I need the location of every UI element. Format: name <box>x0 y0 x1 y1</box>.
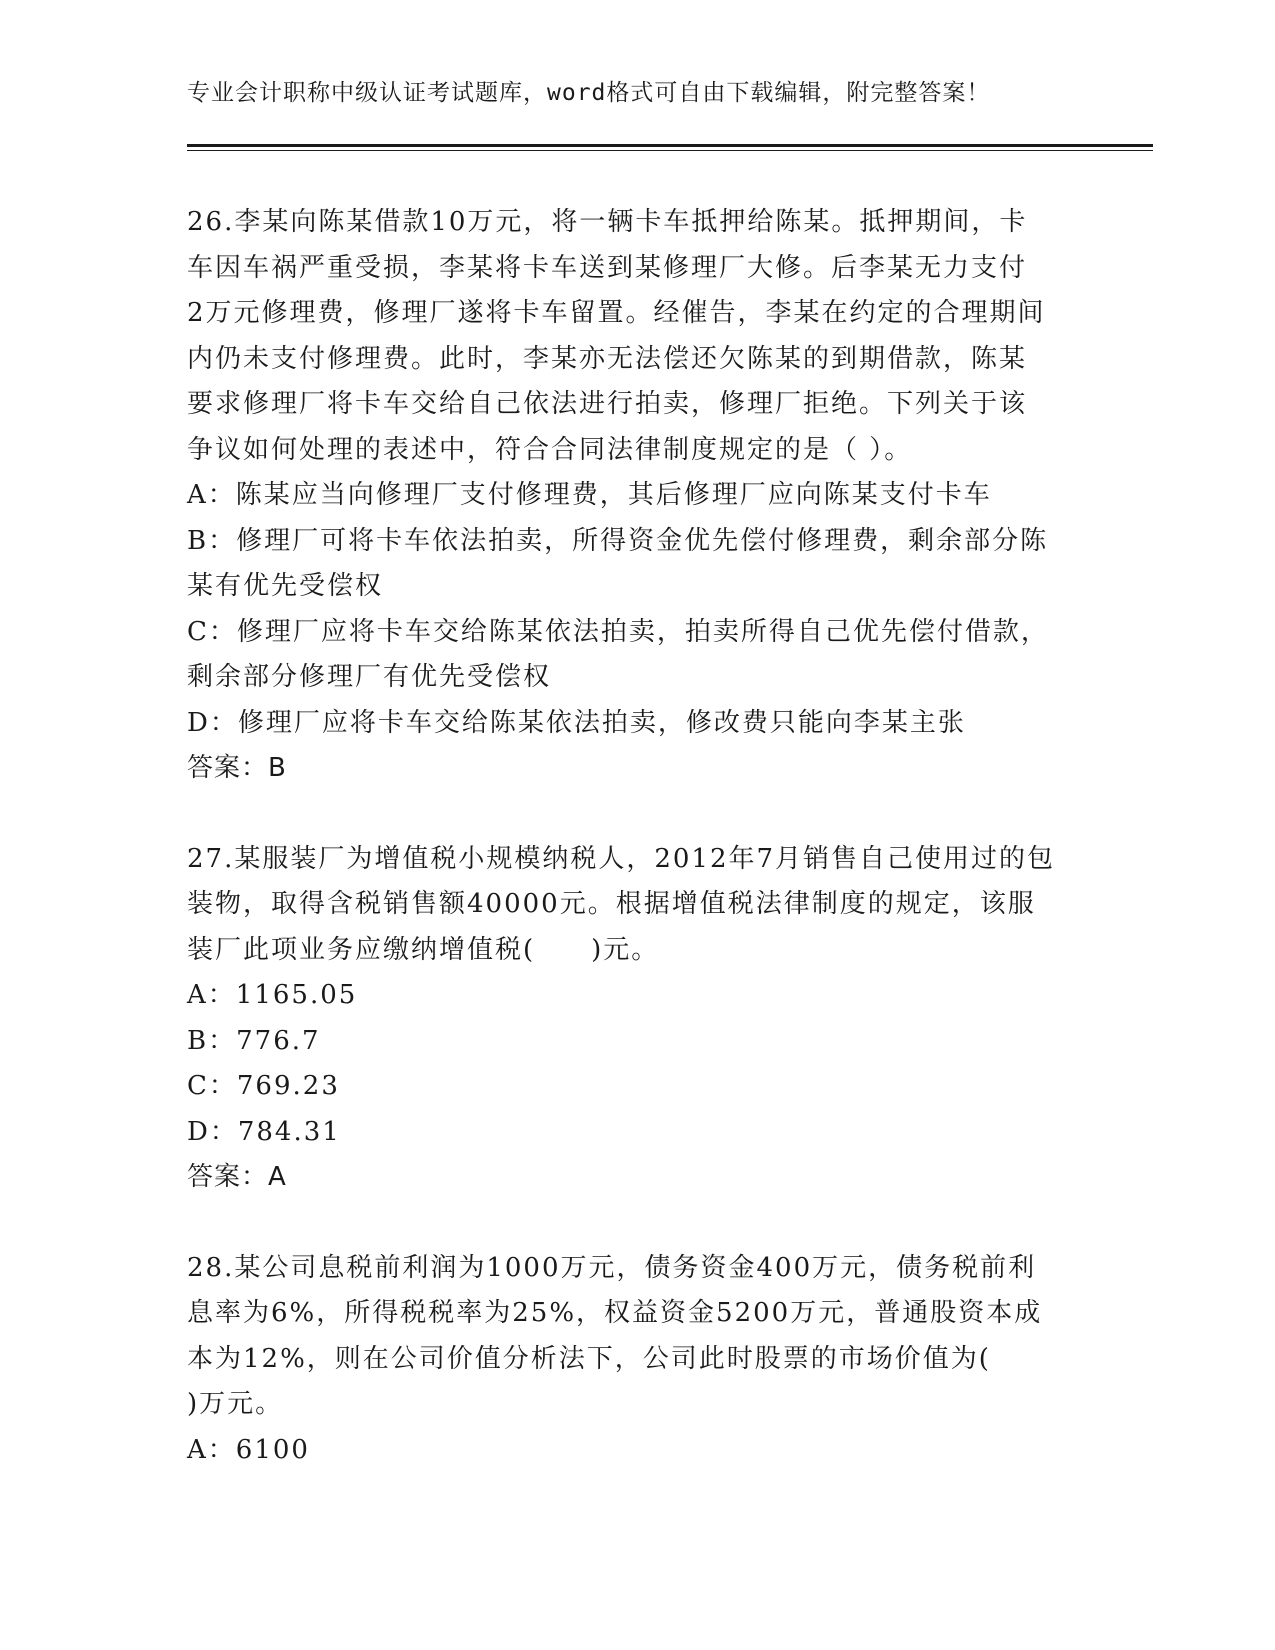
option-b-continued: 某有优先受偿权 <box>187 571 384 601</box>
option-a: A：1165.05 <box>187 980 358 1010</box>
option-c-continued: 剩余部分修理厂有优先受偿权 <box>187 662 552 692</box>
question-stem-line: )万元。 <box>187 1389 284 1419</box>
question-stem-line: 装厂此项业务应缴纳增值税( )元。 <box>187 934 660 965</box>
header-divider-thin <box>187 150 1153 151</box>
question-stem-line: 27.某服装厂为增值税小规模纳税人，2012年7月销售自己使用过的包 <box>187 843 1056 874</box>
question-stem-line: 2万元修理费，修理厂遂将卡车留置。经催告，李某在约定的合理期间 <box>187 298 1046 328</box>
question-27 <box>187 837 1087 1201</box>
question-stem-line: 车因车祸严重受损，李某将卡车送到某修理厂大修。后李某无力支付 <box>187 252 1028 283</box>
header-title: 专业会计职称中级认证考试题库，word格式可自由下载编辑，附完整答案！ <box>187 80 991 106</box>
answer-label: 答案：A <box>187 1162 287 1192</box>
question-stem-line: 本为12%，则在公司价值分析法下，公司此时股票的市场价值为( <box>187 1343 991 1374</box>
question-stem-line: 28.某公司息税前利润为1000万元，债务资金400万元，债务税前利 <box>187 1252 1037 1283</box>
option-b: B：776.7 <box>187 1025 321 1056</box>
option-c: C：769.23 <box>187 1071 340 1101</box>
option-d: D：修理厂应将卡车交给陈某依法拍卖，修改费只能向李某主张 <box>187 707 966 738</box>
header-divider-thick <box>187 144 1153 147</box>
question-28 <box>187 1246 1087 1474</box>
option-a: A：6100 <box>187 1434 310 1465</box>
question-stem-line: 26.李某向陈某借款10万元，将一辆卡车抵押给陈某。抵押期间，卡 <box>187 207 1028 237</box>
question-26 <box>187 200 1087 792</box>
question-stem-line: 内仍未支付修理费。此时，李某亦无法偿还欠陈某的到期借款，陈某 <box>187 343 1028 374</box>
option-d: D：784.31 <box>187 1116 341 1147</box>
question-stem-line: 装物，取得含税销售额40000元。根据增值税法律制度的规定，该服 <box>187 889 1036 919</box>
option-b: B：修理厂可将卡车依法拍卖，所得资金优先偿付修理费，剩余部分陈 <box>187 525 1049 556</box>
option-a: A：陈某应当向修理厂支付修理费，其后修理厂应向陈某支付卡车 <box>187 480 992 510</box>
answer-label: 答案：B <box>187 753 287 783</box>
question-stem-line: 要求修理厂将卡车交给自己依法进行拍卖，修理厂拒绝。下列关于该 <box>187 389 1028 419</box>
option-c: C：修理厂应将卡车交给陈某依法拍卖，拍卖所得自己优先偿付借款， <box>187 616 1049 647</box>
question-stem-line: 息率为6%，所得税税率为25%，权益资金5200万元，普通股资本成 <box>187 1298 1043 1328</box>
question-stem-line: 争议如何处理的表述中，符合合同法律制度规定的是（ ）。 <box>187 434 913 465</box>
question-list <box>187 200 1087 1518</box>
